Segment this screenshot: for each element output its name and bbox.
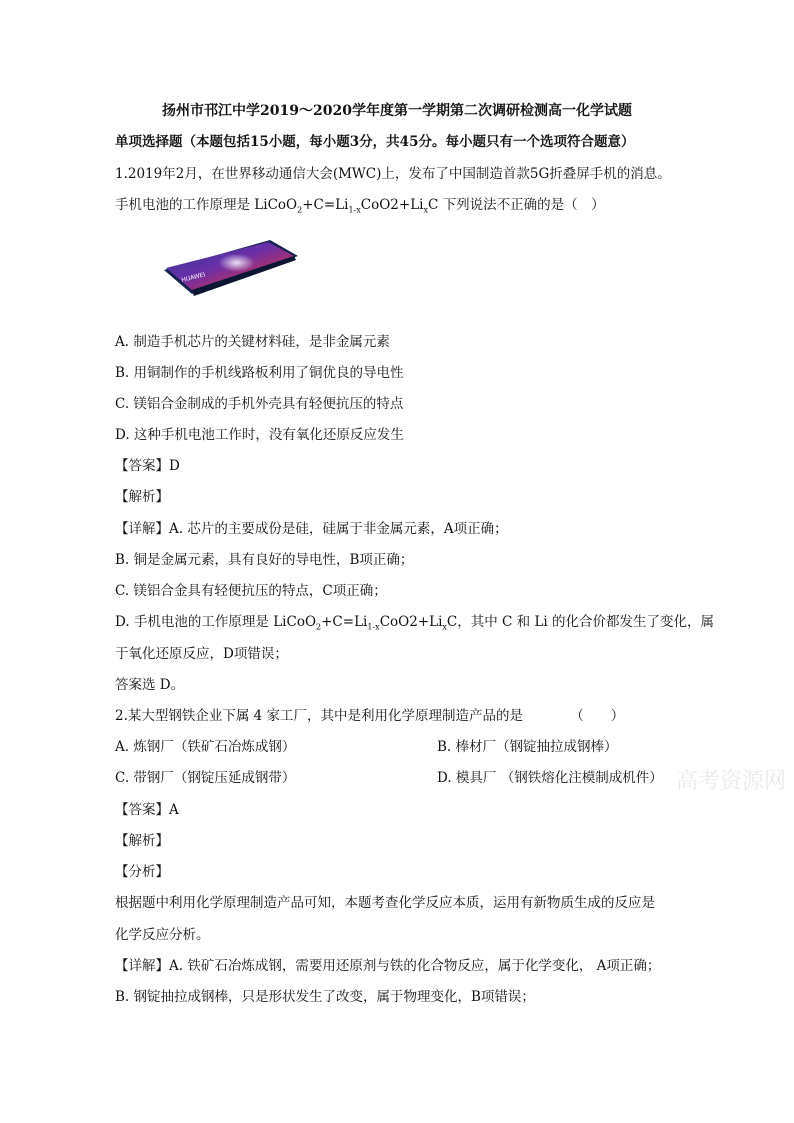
formula-sub: 1-x [348,205,361,215]
q1-stem-line2 [115,195,605,215]
formula-part: C 下列说法不正确的是（ ） [428,197,605,213]
q1-detail-d-cont: 于氧化还原反应，D项错误； [115,646,288,662]
formula-sub: 1-x [367,622,380,632]
q1-detail-d [115,612,714,632]
formula-part: CoO2+Li [379,614,443,630]
q1-option-a: A. 制造手机芯片的关键材料硅，是非金属元素 [115,334,390,350]
q1-detail-a: 【详解】A. 芯片的主要成份是硅，硅属于非金属元素，A项正确； [115,521,508,537]
page-title: 扬州市邗江中学2019～2020学年度第一学期第二次调研检测高一化学试题 [162,103,632,119]
formula-sub: 2 [316,622,322,632]
q1-detail-c: C. 镁铝合金具有轻便抗压的特点，C项正确； [115,583,387,599]
q2-option-a: A. 炼钢厂（铁矿石冶炼成钢） [115,739,296,755]
formula-part: +C=Li [302,197,349,213]
q1-option-c: C. 镁铝合金制成的手机外壳具有轻便抗压的特点 [115,396,404,412]
formula-part: D. 手机电池的工作原理是 LiCoO [115,614,317,630]
formula-part: CoO2+Li [360,197,424,213]
q2-answer: 【答案】A [115,802,179,818]
phone-image [160,236,300,298]
watermark: 高考资源网 [676,769,787,794]
formula-part: C，其中 C 和 Li 的化合价都发生了变化，属 [446,614,715,630]
q1-detail-b: B. 铜是金属元素，具有良好的导电性，B项正确； [115,552,414,568]
formula-part: +C=Li [321,614,368,630]
q1-conclusion: 答案选 D。 [115,677,185,693]
phone-brand: HUAWEI [180,271,206,284]
q2-option-d: D. 模具厂 （钢铁熔化注模制成机件） [437,770,663,786]
formula-sub: 2 [297,205,303,215]
formula-sub: x [442,622,447,632]
q2-analysis-sub: 【分析】 [115,864,169,880]
q2-analysis-heading: 【解析】 [115,833,169,849]
formula-part: 手机电池的工作原理是 LiCoO [115,197,298,213]
q2-analysis-line1: 根据题中利用化学原理制造产品可知，本题考查化学反应本质，运用有新物质生成的反应是 [115,895,655,911]
q2-option-b: B. 棒材厂（钢锭抽拉成钢棒） [437,739,618,755]
q2-detail-line1: 【详解】A. 铁矿石冶炼成钢，需要用还原剂与铁的化合物反应，属于化学变化， A项正确； [115,958,661,974]
q1-option-b: B. 用铜制作的手机线路板利用了铜优良的导电性 [115,365,404,381]
formula-sub: x [423,205,428,215]
q1-analysis-heading: 【解析】 [115,489,169,505]
q2-analysis-line2: 化学反应分析。 [115,927,210,943]
q2-stem: 2.某大型钢铁企业下属 4 家工厂，其中是利用化学原理制造产品的是 （ ） [115,708,625,724]
section-heading: 单项选择题（本题包括15小题，每小题3分，共45分。每小题只有一个选项符合题意） [115,134,635,150]
q2-detail-line2: B. 钢锭抽拉成钢棒，只是形状发生了改变，属于物理变化，B项错误； [115,989,535,1005]
q1-answer: 【答案】D [115,458,180,474]
q2-option-c: C. 带钢厂（钢锭压延成钢带） [115,770,296,786]
q1-option-d: D. 这种手机电池工作时，没有氧化还原反应发生 [115,427,404,443]
q1-stem-line1: 1.2019年2月，在世界移动通信大会(MWC)上，发布了中国制造首款5G折叠屏手机的消息。 [115,166,671,182]
